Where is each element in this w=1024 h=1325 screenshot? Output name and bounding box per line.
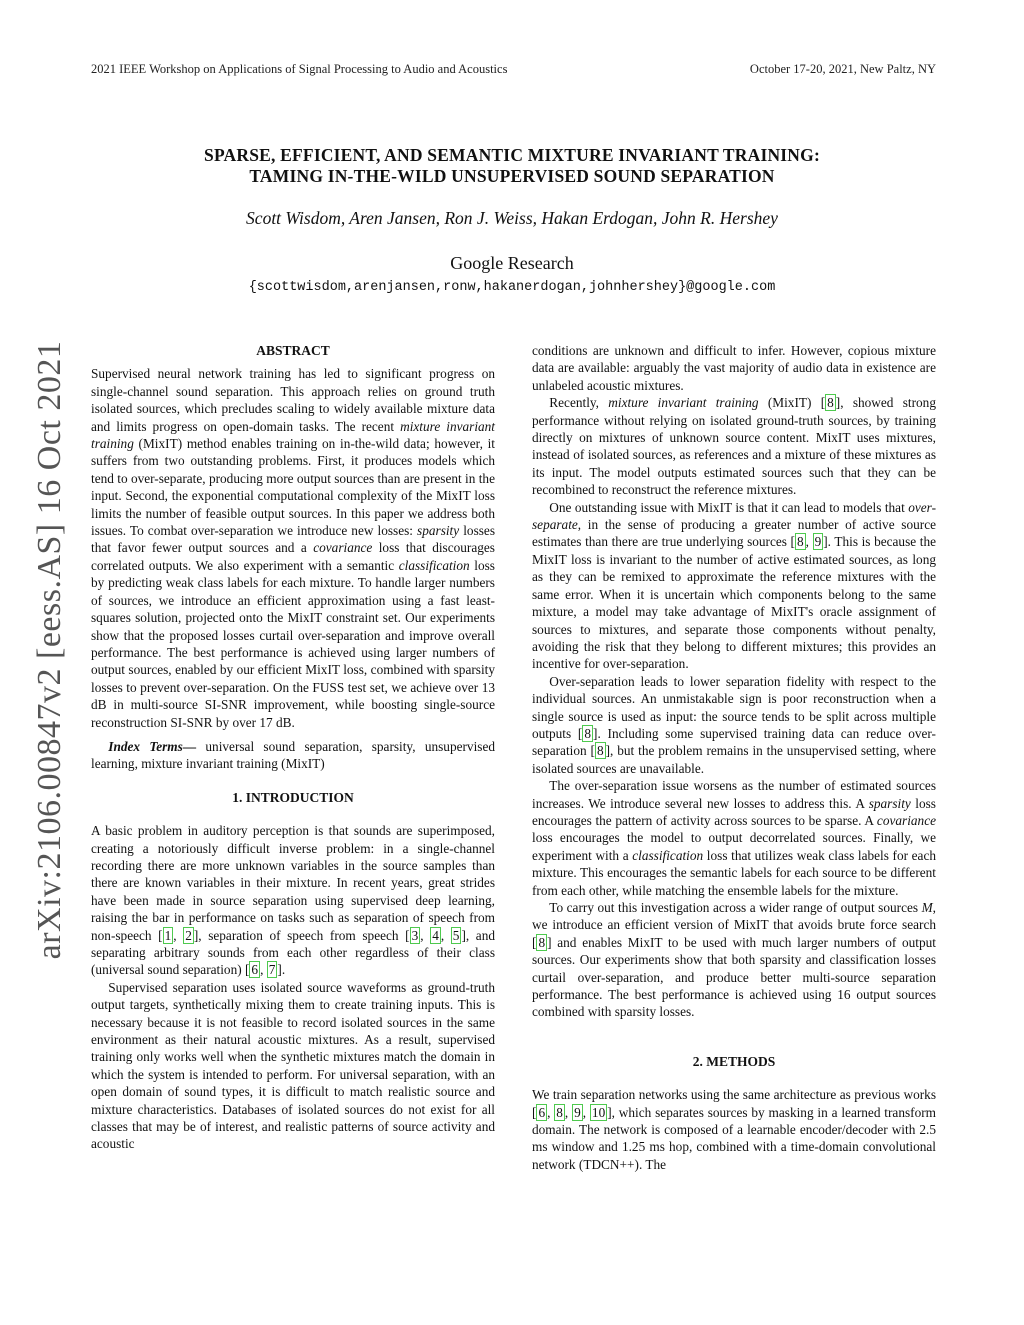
paper-title xyxy=(0,145,1024,187)
citation-link[interactable]: 10 xyxy=(591,1104,606,1120)
citation-link[interactable]: 9 xyxy=(814,534,822,550)
right-paragraph-2: One outstanding issue with MixIT is that it can lead to models that over-separate, in the sense of producing a greater number of active source estimates than there are true underlying sources [ 8 , 9 ]. This is because the MixIT loss is invariant to the number of active estimated sources, as long as they can be remixed to approximate the reference mixtures with the same error. When it is uncertain which components belong to the same mixture, a model may take advantage of MixIT's oracle assignment of sources to mixtures, and separate those components without penalty, avoiding the risk that they belong to different mixtures; this provides an incentive for over-separation. xyxy=(532,499,937,672)
citation-link[interactable]: 6 xyxy=(251,962,259,978)
abstract-body: Supervised neural network training has led to significant progress on single-channel sound separation. This approach relies on ground truth isolated sources, which precludes scaling to widely available mixture data and limits progress on open-domain tasks. The recent mixture invariant training (MixIT) method enables training on in-the-wild data; however, it suffers from two outstanding problems. First, it produces models which tend to over-separate, producing more output sources than are present in the input. Second, the exponential computational complexity of the MixIT loss limits the number of feasible output sources. In this paper we address both issues. To combat over-separation we introduce new losses: sparsity losses that favor fewer output sources and a covariance loss that discourages correlated outputs. We also experiment with a semantic classification loss by predicting weak class labels for each mixture. To handle larger numbers of sources, we introduce an efficient approximation using a fast least-squares solution, projected onto the MixIT constraint set. Our experiments show that the proposed losses curtail over-separation and improve overall performance. The best performance is achieved using larger numbers of output sources, enabled by our efficient MixIT loss, combined with sparsity losses to prevent over-separation. On the FUSS test set, we achieve over 13 dB in multi-source SI-SNR improvement, while boosting single-source reconstruction SI-SNR by over 17 dB. xyxy=(91,366,496,730)
citation-link[interactable]: 2 xyxy=(185,927,192,943)
right-paragraph-0: conditions are unknown and difficult to infer. However, copious mixture data are available: arguably the vast majority of audio data in existence are unlabeled acoustic mixtures. xyxy=(532,343,936,393)
introduction-heading: 1. INTRODUCTION xyxy=(232,789,354,805)
citation-link[interactable]: 6 xyxy=(538,1104,546,1120)
abstract-heading: ABSTRACT xyxy=(256,343,330,358)
arxiv-identifier: arXiv:2106.00847v2 [eess.AS] 16 Oct 2021 xyxy=(31,340,68,960)
author-emails: {scottwisdom,arenjansen,ronw,hakanerdogan,johnhershey}@google.com xyxy=(248,280,776,295)
title-line-1: SPARSE, EFFICIENT, AND SEMANTIC MIXTURE INVARIANT TRAINING: xyxy=(204,145,820,165)
methods-paragraph-1: We train separation networks using the same architecture as previous works [ 6 , 8 , 9 , 10 ], which separates sources by masking in a learned transform domain. The network is composed of a learnable encoder/decoder with 2.5 ms window and 1.25 ms hop, combined with a time-domain convolutional network (TDCN++). The xyxy=(532,1087,937,1172)
citation-link[interactable]: 8 xyxy=(596,743,604,759)
conference-header: 2021 IEEE Workshop on Applications of Signal Processing to Audio and Acoustics xyxy=(91,62,508,76)
citation-link[interactable]: 3 xyxy=(411,927,419,943)
citation-link[interactable]: 8 xyxy=(827,395,834,411)
citation-link[interactable]: 8 xyxy=(556,1104,563,1120)
title-line-2: TAMING IN-THE-WILD UNSUPERVISED SOUND SEPARATION xyxy=(249,166,775,186)
citation-link[interactable]: 7 xyxy=(268,962,276,978)
citation-link[interactable]: 8 xyxy=(538,934,546,950)
citation-link[interactable]: 1 xyxy=(164,927,172,943)
intro-paragraph-2: Supervised separation uses isolated source waveforms as ground-truth output targets, synthetically mixing them to create training inputs. This is necessary because it is not feasible to record isolated sources in the same environment as their natural acoustic mixtures. As a result, supervised training only works well when the synthetic mixtures match the domain in which the system is intended to perform. For universal separation, with an open domain of sound types, it is difficult to match realistic source and mixture characteristics. Databases of isolated sources do not exist for all classes that may be of interest, and realistic patterns of source activity and acoustic xyxy=(91,979,495,1152)
right-paragraph-5: To carry out this investigation across a wider range of output sources M, we introduce an efficient version of MixIT that avoids brute force search [ 8 ] and enables MixIT to be used with much larger numbers of output sources. Our experiments show that both sparsity and classification losses curtail over-separation, and produce better multi-source separation performance. The best performance is achieved using 16 output sources combined with sparsity losses. xyxy=(532,900,936,1020)
citation-link[interactable]: 9 xyxy=(574,1104,581,1120)
conference-date-header: October 17-20, 2021, New Paltz, NY xyxy=(749,62,936,76)
citation-link[interactable]: 4 xyxy=(432,927,439,943)
left-column xyxy=(91,342,495,1153)
right-paragraph-1: Recently, mixture invariant training (MixIT) [ 8 ], showed strong performance without relying on isolated ground-truth sources, by training directly on mixtures of unknown source content. MixIT uses mixtures, instead of isolated sources, as references and a mixture of these mixtures as its input. The model outputs estimated sources such that they can be recombined to reconstruct the reference mixtures. xyxy=(532,395,936,498)
methods-heading: 2. METHODS xyxy=(692,1053,776,1069)
index-terms: Index Terms— universal sound separation, sparsity, unsupervised learning, mixture invariant training (MixIT) xyxy=(91,738,495,772)
right-paragraph-3: Over-separation leads to lower separation fidelity with respect to the individual sources. An unmistakable sign is poor reconstruction when a single source is used as input: the source tends to be split across multiple outputs [ 8 ]. Including some supervised training data can reduce over-separation [ 8 ], but the problem remains in the unsupervised setting, where isolated sources are unavailable. xyxy=(532,673,936,776)
intro-paragraph-1: A basic problem in auditory perception is that sounds are superimposed, creating a notoriously difficult inverse problem: in a single-channel recording there are more unknown variables in the source samples than there are known variables in their mixture. In recent years, great strides have been made in source separation using supervised deep learning, raising the bar in performance on tasks such as separation of speech from non-speech [ 1 , 2 ], separation of speech from speech [ 3 , 4 , 5 ], and separating arbitrary sounds from each other regardless of their class (universal sound separation) [ 6 , 7 ]. xyxy=(91,823,495,978)
affiliation: Google Research xyxy=(450,253,574,273)
right-paragraph-4: The over-separation issue worsens as the number of estimated sources increases. We introduce several new losses to address this. A sparsity loss encourages the pattern of activity across sources to be sparse. A covariance loss encourages the model to output decorrelated sources. Finally, we experiment with a classification loss that utilizes weak class labels for each mixture. This encourages the semantic labels for each source to be different from each other, while matching the ensemble labels for the mixture. xyxy=(532,778,937,898)
citation-link[interactable]: 8 xyxy=(584,725,592,741)
right-column xyxy=(532,342,936,1173)
author-list: Scott Wisdom, Aren Jansen, Ron J. Weiss, Hakan Erdogan, John R. Hershey xyxy=(246,208,778,228)
citation-link[interactable]: 5 xyxy=(452,927,460,943)
citation-link[interactable]: 8 xyxy=(797,534,804,550)
